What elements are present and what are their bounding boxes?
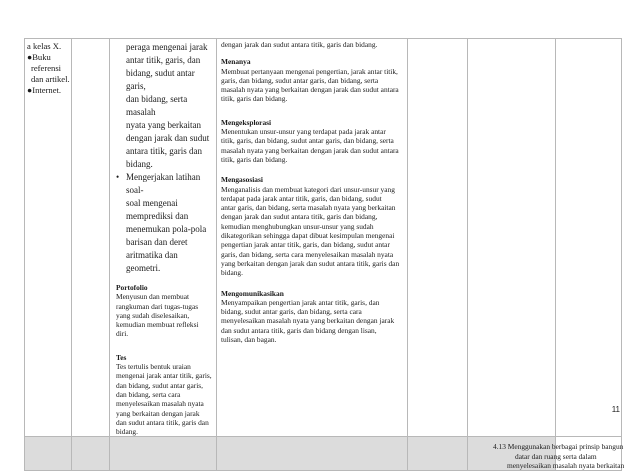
portofolio-text: Menyusun dan membuat rangkuman dari tugas-tugas yang sudah diselesaikan, kemudian membuat refleksi diri.	[116, 292, 199, 339]
empty-cell	[72, 39, 110, 437]
kompetensi-dasar-cell	[493, 437, 625, 471]
intro-text: dengan jarak dan sudut antara titik, garis dan bidang.	[221, 40, 378, 49]
mengasosiasi-heading: Mengasosiasi	[221, 175, 263, 185]
table-row-main	[25, 39, 622, 437]
text-line: dan artikel.	[31, 74, 70, 84]
list-item: • Mengerjakan latihan soal- soal mengenai memprediksi dan menemukan pola-pola barisan dan deret aritmatika dan geometri.	[116, 171, 212, 275]
kd-line: 4.13 Menggunakan berbagai prinsip bangun	[493, 442, 624, 452]
portofolio-heading: Portofolio	[116, 283, 148, 292]
list-item: peraga mengenai jarak antar titik, garis, dan bidang, sudut antar garis, dan bidang, serta masalah nyata yang berkaitan dengan jarak dan sudut antara titik, garis dan bidang.	[126, 42, 210, 169]
kd-line: menyelesaikan masalah nyata berkaitan	[507, 460, 625, 470]
empty-cell	[556, 39, 622, 437]
mengomunikasikan-text: Menyampaikan pengertian jarak antar titik, garis, dan bidang, sudut antar garis, dan bidang, serta cara menyelesaikan masalah nyata yang berkaitan dengan jarak dan sudut antara titik, garis dan bidang dengan lisan, tulisan, dan bagan.	[221, 297, 395, 345]
menanya-heading: Menanya	[221, 57, 251, 67]
list-item: ●Internet.	[27, 85, 62, 95]
empty-cell	[468, 39, 556, 437]
mengeksplorasi-text: Menentukan unsur-unsur yang terdapat pada jarak antar titik, garis, dan bidang, sudut antar garis, dan bidang, serta masalah nyata yang berkaitan dengan jarak dan sudut antara titik, garis dan bidang.	[221, 127, 399, 164]
penilaian-cell	[110, 39, 217, 437]
tes-heading: Tes	[116, 352, 127, 362]
menanya-text: Membuat pertanyaan mengenai pengertian, jarak antar titik, garis, dan bidang, sudut antar garis, dan bidang, serta masalah nyata yang berkaitan dengan jarak dan sudut antara titik, garis dan bidang.	[221, 66, 399, 104]
kegiatan-pembelajaran-cell	[217, 39, 408, 437]
syllabus-table	[24, 38, 625, 471]
mengasosiasi-text: Menganalisis dan membuat kategori dari unsur-unsur yang terdapat pada jarak antar titik, garis, dan bidang, sudut antar garis, dan bidang, serta masalah nyata yang berkaitan dengan jarak dan sudut antara titik, garis dan bidang, kemudian menghubungkan unsur-unsur yang sudah dikategorikan sehingga dapat dibuat kesimpulan mengenai pengertian jarak antar titik, garis, dan bidang, sudut antar garis, dan bidang, serta cara menyelesaikan masalah nyata yang berkaitan dengan jarak dan sudut antara titik, garis dan bidang.	[221, 184, 400, 278]
page-number: 11	[611, 405, 620, 414]
kd-line: datar dan ruang serta dalam	[515, 451, 597, 461]
tes-text: Tes tertulis bentuk uraian mengenai jarak antar titik, garis, dan bidang, sudut antar garis, dan bidang, serta cara menyelesaikan masalah nyata yang berkaitan dengan jarak dan sudut antara titik, garis dan bidang.	[116, 362, 212, 437]
sumber-belajar-cell	[25, 39, 72, 437]
shaded-cell	[72, 437, 110, 471]
mengeksplorasi-heading: Mengeksplorasi	[221, 117, 272, 127]
text-line: a kelas X.	[27, 41, 62, 51]
shaded-cell	[217, 437, 408, 471]
text-line: referensi	[31, 63, 62, 73]
shaded-cell	[408, 437, 468, 471]
table-row-kd	[25, 437, 622, 471]
shaded-cell	[25, 437, 72, 471]
empty-cell	[408, 39, 468, 437]
shaded-cell	[110, 437, 217, 471]
list-item: ●Buku	[27, 52, 51, 62]
mengomunikasikan-heading: Mengomunikasikan	[221, 288, 284, 298]
